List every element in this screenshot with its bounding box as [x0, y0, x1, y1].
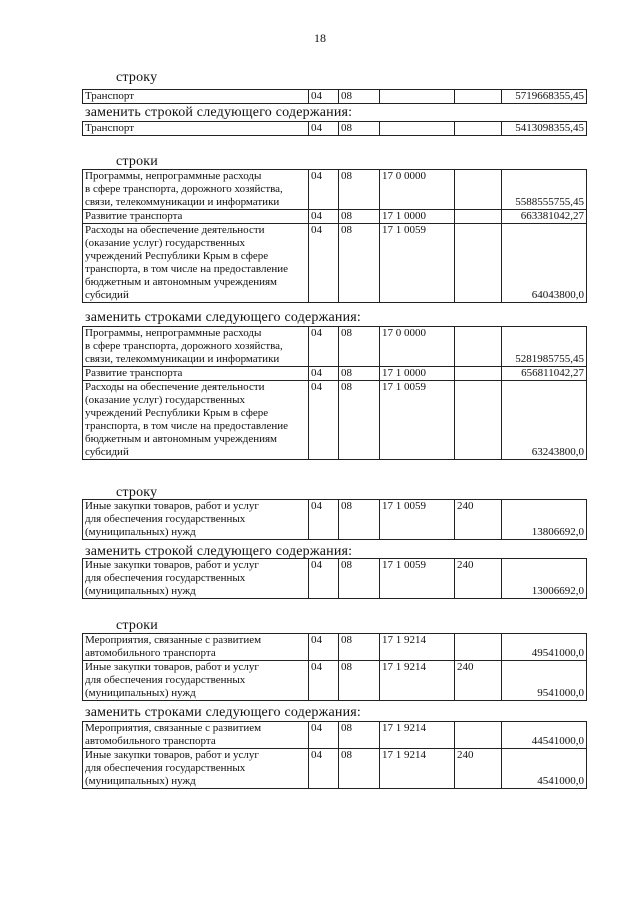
amount: 5588555755,45 — [502, 170, 587, 210]
row-name — [83, 90, 309, 104]
row-name-line: транспорта, в том числе на предоставление — [85, 263, 288, 275]
amount: 5719668355,45 — [502, 90, 587, 104]
table-row — [83, 559, 587, 599]
amendment-label: строки — [116, 618, 158, 633]
row-name-line: Транспорт — [85, 122, 135, 134]
row-name-line: Иные закупки товаров, работ и услуг — [85, 661, 259, 673]
row-name-line: транспорта, в том числе на предоставление — [85, 420, 288, 432]
row-name — [83, 327, 309, 367]
original-rows-table — [82, 499, 587, 540]
amount: 64043800,0 — [502, 224, 587, 303]
amount: 5413098355,45 — [502, 122, 587, 136]
table-row — [83, 634, 587, 661]
row-name-line: автомобильного транспорта — [85, 735, 216, 747]
replacement-rows-table — [82, 721, 587, 789]
table-row — [83, 224, 587, 303]
table-row — [83, 661, 587, 701]
target-article-code: 17 1 9214 — [380, 749, 455, 789]
row-name-line: (оказание услуг) государственных — [85, 237, 246, 249]
amount: 63243800,0 — [502, 381, 587, 460]
row-name-line: для обеспечения государственных — [85, 513, 246, 525]
row-name-line: Развитие транспорта — [85, 367, 183, 379]
table-row — [83, 500, 587, 540]
target-article-code: 17 1 0059 — [380, 224, 455, 303]
row-name-line: Программы, непрограммные расходы — [85, 170, 262, 182]
row-name — [83, 559, 309, 599]
section-code: 08 — [339, 327, 380, 367]
amendment-label: строку — [116, 485, 158, 500]
replacement-label: заменить строками следующего содержания: — [85, 705, 362, 720]
target-article-code — [380, 122, 455, 136]
row-name — [83, 722, 309, 749]
row-name-line: Иные закупки товаров, работ и услуг — [85, 749, 259, 761]
replacement-rows-table — [82, 558, 587, 599]
table-row — [83, 122, 587, 136]
row-name-line: Мероприятия, связанные с развитием — [85, 722, 262, 734]
table-row — [83, 381, 587, 460]
chapter-code: 04 — [309, 122, 339, 136]
amendment-label: строку — [116, 70, 158, 85]
amount: 13806692,0 — [502, 500, 587, 540]
amount: 4541000,0 — [502, 749, 587, 789]
replacement-rows-table — [82, 121, 587, 136]
row-name — [83, 634, 309, 661]
chapter-code: 04 — [309, 170, 339, 210]
row-name-line: в сфере транспорта, дорожного хозяйства, — [85, 340, 283, 352]
section-code: 08 — [339, 559, 380, 599]
table-row — [83, 722, 587, 749]
row-name-line: учреждений Республики Крым в сфере — [85, 407, 269, 419]
expense-type-code — [455, 122, 502, 136]
chapter-code: 04 — [309, 367, 339, 381]
chapter-code: 04 — [309, 381, 339, 460]
original-rows-table — [82, 633, 587, 701]
chapter-code: 04 — [309, 749, 339, 789]
section-code: 08 — [339, 661, 380, 701]
row-name — [83, 210, 309, 224]
target-article-code — [380, 90, 455, 104]
row-name-line: связи, телекоммуникации и информатики — [85, 196, 280, 208]
table-row — [83, 90, 587, 104]
row-name-line: Расходы на обеспечение деятельности — [85, 381, 265, 393]
target-article-code: 17 1 0059 — [380, 381, 455, 460]
row-name — [83, 749, 309, 789]
expense-type-code: 240 — [455, 559, 502, 599]
expense-type-code — [455, 381, 502, 460]
chapter-code: 04 — [309, 224, 339, 303]
row-name-line: Иные закупки товаров, работ и услуг — [85, 500, 259, 512]
chapter-code: 04 — [309, 90, 339, 104]
expense-type-code — [455, 90, 502, 104]
expense-type-code — [455, 327, 502, 367]
section-code: 08 — [339, 367, 380, 381]
chapter-code: 04 — [309, 327, 339, 367]
row-name-line: Иные закупки товаров, работ и услуг — [85, 559, 259, 571]
target-article-code: 17 1 0059 — [380, 500, 455, 540]
table-row — [83, 210, 587, 224]
expense-type-code: 240 — [455, 661, 502, 701]
row-name-line: субсидий — [85, 289, 129, 301]
original-rows-table — [82, 169, 587, 303]
section-code: 08 — [339, 210, 380, 224]
chapter-code: 04 — [309, 634, 339, 661]
chapter-code: 04 — [309, 500, 339, 540]
expense-type-code — [455, 170, 502, 210]
section-code: 08 — [339, 749, 380, 789]
expense-type-code — [455, 722, 502, 749]
table-row — [83, 170, 587, 210]
row-name — [83, 381, 309, 460]
row-name — [83, 661, 309, 701]
row-name — [83, 170, 309, 210]
row-name-line: (муниципальных) нужд — [85, 526, 196, 538]
target-article-code: 17 1 9214 — [380, 661, 455, 701]
table-row — [83, 327, 587, 367]
row-name-line: для обеспечения государственных — [85, 572, 246, 584]
chapter-code: 04 — [309, 559, 339, 599]
table-row — [83, 367, 587, 381]
target-article-code: 17 0 0000 — [380, 170, 455, 210]
section-code: 08 — [339, 634, 380, 661]
section-code: 08 — [339, 500, 380, 540]
row-name-line: в сфере транспорта, дорожного хозяйства, — [85, 183, 283, 195]
target-article-code: 17 0 0000 — [380, 327, 455, 367]
row-name-line: учреждений Республики Крым в сфере — [85, 250, 269, 262]
expense-type-code: 240 — [455, 749, 502, 789]
row-name-line: для обеспечения государственных — [85, 762, 246, 774]
expense-type-code — [455, 224, 502, 303]
expense-type-code — [455, 634, 502, 661]
row-name-line: (муниципальных) нужд — [85, 585, 196, 597]
chapter-code: 04 — [309, 722, 339, 749]
row-name — [83, 367, 309, 381]
row-name-line: (оказание услуг) государственных — [85, 394, 246, 406]
amount: 13006692,0 — [502, 559, 587, 599]
row-name — [83, 122, 309, 136]
row-name-line: Развитие транспорта — [85, 210, 183, 222]
replacement-label: заменить строкой следующего содержания: — [85, 544, 353, 559]
replacement-label: заменить строкой следующего содержания: — [85, 105, 353, 120]
section-code: 08 — [339, 170, 380, 210]
chapter-code: 04 — [309, 661, 339, 701]
row-name-line: (муниципальных) нужд — [85, 687, 196, 699]
page-number: 18 — [314, 31, 326, 45]
target-article-code: 17 1 0000 — [380, 210, 455, 224]
expense-type-code — [455, 210, 502, 224]
row-name-line: для обеспечения государственных — [85, 674, 246, 686]
row-name-line: связи, телекоммуникации и информатики — [85, 353, 280, 365]
section-code: 08 — [339, 381, 380, 460]
amount: 5281985755,45 — [502, 327, 587, 367]
amendment-label: строки — [116, 154, 158, 169]
row-name-line: Расходы на обеспечение деятельности — [85, 224, 265, 236]
replacement-rows-table — [82, 326, 587, 460]
expense-type-code — [455, 367, 502, 381]
section-code: 08 — [339, 722, 380, 749]
row-name-line: бюджетным и автономным учреждениям — [85, 433, 278, 445]
amount: 663381042,27 — [502, 210, 587, 224]
row-name — [83, 224, 309, 303]
chapter-code: 04 — [309, 210, 339, 224]
replacement-label: заменить строками следующего содержания: — [85, 310, 362, 325]
section-code: 08 — [339, 122, 380, 136]
amount: 44541000,0 — [502, 722, 587, 749]
section-code: 08 — [339, 90, 380, 104]
row-name-line: автомобильного транспорта — [85, 647, 216, 659]
row-name-line: (муниципальных) нужд — [85, 775, 196, 787]
row-name — [83, 500, 309, 540]
row-name-line: Мероприятия, связанные с развитием — [85, 634, 262, 646]
expense-type-code: 240 — [455, 500, 502, 540]
target-article-code: 17 1 9214 — [380, 722, 455, 749]
target-article-code: 17 1 0059 — [380, 559, 455, 599]
amount: 9541000,0 — [502, 661, 587, 701]
row-name-line: субсидий — [85, 446, 129, 458]
table-row — [83, 749, 587, 789]
row-name-line: Транспорт — [85, 90, 135, 102]
row-name-line: Программы, непрограммные расходы — [85, 327, 262, 339]
target-article-code: 17 1 9214 — [380, 634, 455, 661]
section-code: 08 — [339, 224, 380, 303]
row-name-line: бюджетным и автономным учреждениям — [85, 276, 278, 288]
amount: 49541000,0 — [502, 634, 587, 661]
amount: 656811042,27 — [502, 367, 587, 381]
target-article-code: 17 1 0000 — [380, 367, 455, 381]
original-rows-table — [82, 89, 587, 104]
